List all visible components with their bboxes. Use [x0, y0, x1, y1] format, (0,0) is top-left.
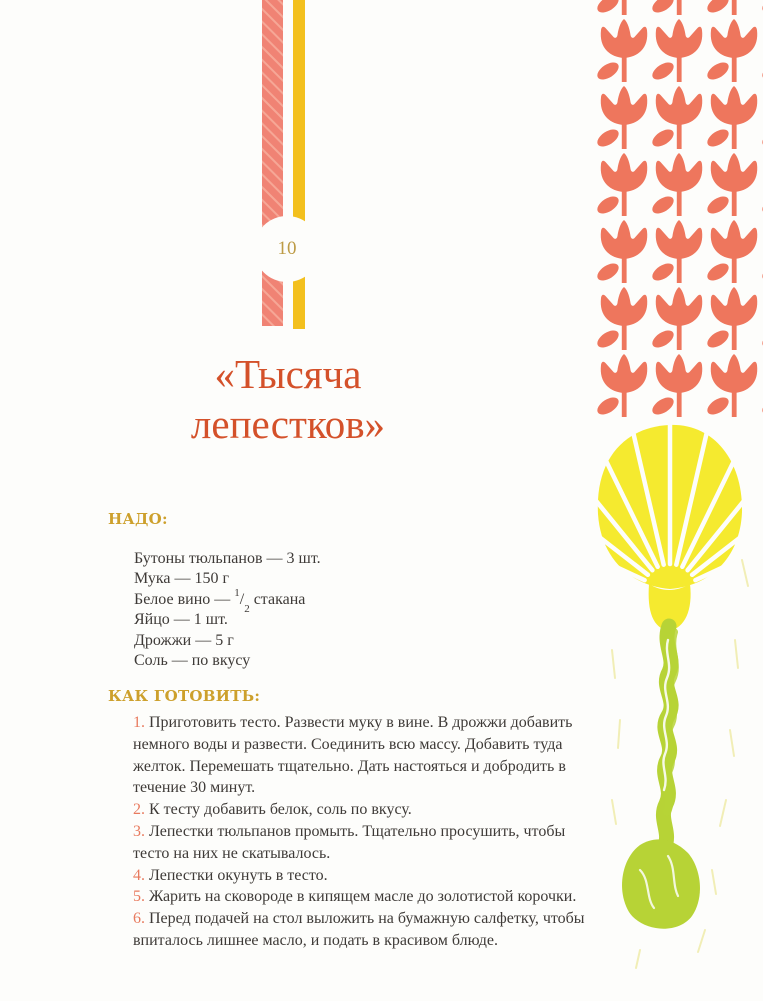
step-number: 4.: [133, 866, 145, 884]
ingredient-line: Мука — 150 г: [134, 570, 230, 588]
instruction-step: 1. Приготовить тесто. Развести муку в вине. В дрожжи добавить немного воды и развести. Соединить всю массу. Добавить туда желток. Перемешать тщательно. Дать настояться и добродить в течение 30 минут.: [133, 714, 573, 797]
instruction-step: 3. Лепестки тюльпанов промыть. Тщательно просушить, чтобы тесто на них не скатывалось.: [133, 822, 566, 862]
recipe-title: [8, 349, 568, 449]
ingredient-line: Яйцо — 1 шт.: [134, 611, 228, 629]
recipe-title-line1: «Тысяча: [214, 351, 362, 397]
fan-flower: [504, 422, 763, 631]
ingredient-line: Соль — по вкусу: [134, 652, 251, 670]
step-number: 3.: [133, 822, 145, 840]
instruction-step: 6. Перед подачей на стол выложить на бумажную салфетку, чтобы впиталось лишнее масло, и подать в красивом блюде.: [133, 910, 585, 949]
instruction-step: 4. Лепестки окунуть в тесто.: [133, 866, 328, 884]
recipe-title-line2: лепестков»: [190, 401, 386, 447]
page-number: 10: [277, 238, 297, 259]
instruction-step: 5. Жарить на сковороде в кипящем масле до золотистой корочки.: [133, 888, 577, 906]
step-number: 6.: [133, 910, 145, 928]
instruction-step: 2. К тесту добавить белок, соль по вкусу.: [133, 801, 412, 819]
instructions-list: [133, 712, 585, 952]
instructions-header: КАК ГОТОВИТЬ:: [108, 687, 261, 705]
step-number: 5.: [133, 888, 145, 906]
ingredient-line: Белое вино — $^1/_2$ стакана: [134, 587, 306, 615]
step-number: 1.: [133, 714, 145, 731]
ingredients-list: [134, 549, 474, 671]
step-number: 2.: [133, 801, 145, 819]
ingredients-header: НАДО:: [108, 510, 168, 528]
tulip-pattern: [595, 0, 763, 420]
ingredient-line: Дрожжи — 5 г: [134, 631, 234, 649]
ingredient-line: Бутоны тюльпанов — 3 шт.: [134, 550, 321, 567]
